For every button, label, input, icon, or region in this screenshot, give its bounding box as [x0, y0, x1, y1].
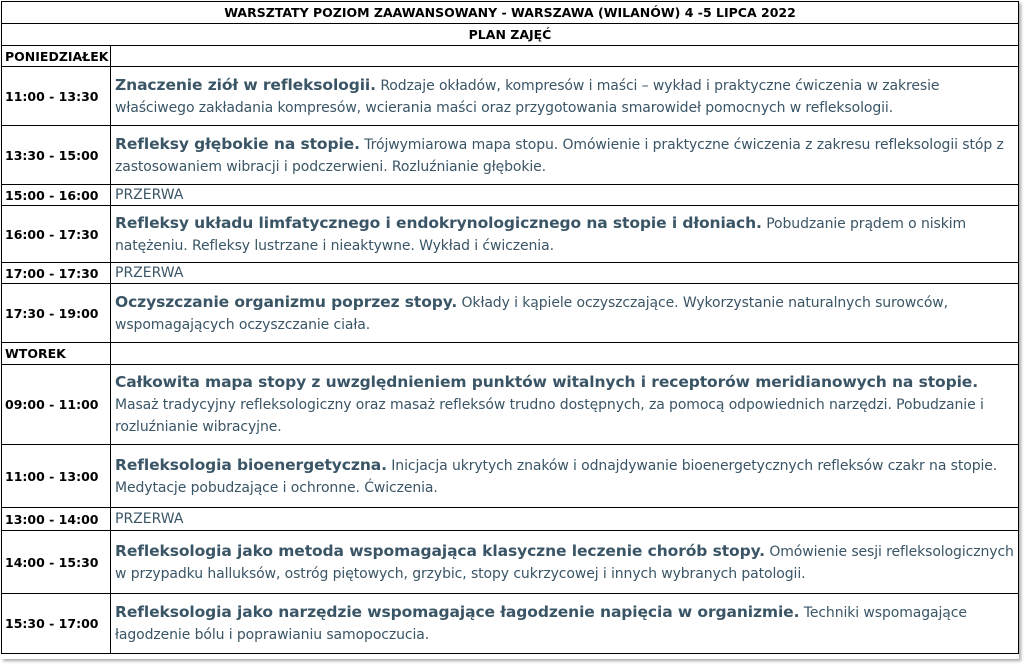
session-time: 13:00 - 14:00 [2, 508, 111, 531]
session-text: Techniki wspomagające łagodzenie bólu i poprawianiu samopoczucia. [115, 605, 967, 643]
session-description [111, 284, 1019, 343]
subheader-row [2, 24, 1019, 46]
session-time: 15:30 - 17:00 [2, 594, 111, 654]
page-subtitle: PLAN ZAJĘĆ [2, 24, 1019, 46]
session-text: Masaż tradycyjny refleksologiczny oraz masaż refleksów trudno dostępnych, za pomocą odpowiednich narzędzi. Pobudzanie i rozluźnianie wibracyjne. [115, 397, 984, 435]
session-text: Trójwymiarowa mapa stopu. Omówienie i praktyczne ćwiczenia z zakresu refleksologii stóp z zastosowaniem wibracji i podczerwieni. Rozluźnianie głębokie. [115, 136, 1004, 175]
break-row [2, 508, 1019, 531]
break-label: PRZERWA [111, 185, 1019, 206]
schedule-table [1, 1, 1019, 654]
session-row [2, 284, 1019, 343]
session-title: Całkowita mapa stopy z uwzględnieniem punktów witalnych i receptorów meridianowych na stopie. [115, 373, 978, 391]
day-row-monday [2, 46, 1019, 67]
day-label: PONIEDZIAŁEK [2, 46, 111, 67]
day-spacer [111, 46, 1019, 67]
session-description [111, 531, 1019, 594]
session-time: 09:00 - 11:00 [2, 365, 111, 445]
day-spacer [111, 343, 1019, 365]
session-description [111, 126, 1019, 185]
session-time: 11:00 - 13:00 [2, 445, 111, 508]
session-time: 15:00 - 16:00 [2, 185, 111, 206]
break-label: PRZERWA [111, 508, 1019, 531]
session-description [111, 67, 1019, 126]
session-title: Refleksologia jako metoda wspomagająca klasyczne leczenie chorób stopy. [115, 541, 765, 560]
session-description [111, 206, 1019, 263]
session-description [111, 594, 1019, 654]
session-row [2, 206, 1019, 263]
break-label: PRZERWA [111, 263, 1019, 284]
session-text: Rodzaje okładów, kompresów i maści – wykład i praktyczne ćwiczenia w zakresie właściwego zakładania kompresów, wcierania maści oraz przygotowania smarowideł pomocnych w refleksologii. [115, 77, 940, 116]
session-text: Okłady i kąpiele oczyszczające. Wykorzystanie naturalnych surowców, wspomagających oczyszczanie ciała. [115, 294, 948, 333]
session-text: Pobudzanie prądem o niskim natężeniu. Refleksy lustrzane i nieaktywne. Wykład i ćwiczenia. [115, 215, 967, 254]
page-title: WARSZTATY POZIOM ZAAWANSOWANY - WARSZAWA (WILANÓW) 4 -5 LIPCA 2022 [2, 2, 1019, 24]
session-row [2, 126, 1019, 185]
session-title: Refleksologia jako narzędzie wspomagające łagodzenie napięcia w organizmie. [115, 603, 800, 621]
session-time: 14:00 - 15:30 [2, 531, 111, 594]
session-description [111, 445, 1019, 508]
session-row [2, 594, 1019, 654]
break-row [2, 263, 1019, 284]
header-row [2, 2, 1019, 24]
session-time: 17:30 - 19:00 [2, 284, 111, 343]
session-row [2, 445, 1019, 508]
session-time: 17:00 - 17:30 [2, 263, 111, 284]
schedule-sheet [1, 1, 1019, 659]
session-title: Refleksy głębokie na stopie. [115, 134, 360, 153]
session-time: 11:00 - 13:30 [2, 67, 111, 126]
session-text: Omówienie sesji refleksologicznych w przypadku halluksów, ostróg piętowych, grzybic, stopy cukrzycowej i innych wybranych patologii. [115, 543, 1014, 582]
session-title: Oczyszczanie organizmu poprzez stopy. [115, 292, 458, 311]
session-title: Refleksologia bioenergetyczna. [115, 455, 387, 474]
session-title: Znaczenie ziół w refleksologii. [115, 75, 376, 94]
day-row-tuesday [2, 343, 1019, 365]
session-row [2, 531, 1019, 594]
session-description [111, 365, 1019, 445]
day-label: WTOREK [2, 343, 111, 365]
session-row [2, 365, 1019, 445]
break-row [2, 185, 1019, 206]
session-row [2, 67, 1019, 126]
session-title: Refleksy układu limfatycznego i endokrynologicznego na stopie i dłoniach. [115, 213, 762, 232]
session-text: Inicjacja ukrytych znaków i odnajdywanie bioenergetycznych refleksów czakr na stopie. Medytacje pobudzające i ochronne. Ćwiczenia. [115, 457, 998, 496]
session-time: 13:30 - 15:00 [2, 126, 111, 185]
session-time: 16:00 - 17:30 [2, 206, 111, 263]
